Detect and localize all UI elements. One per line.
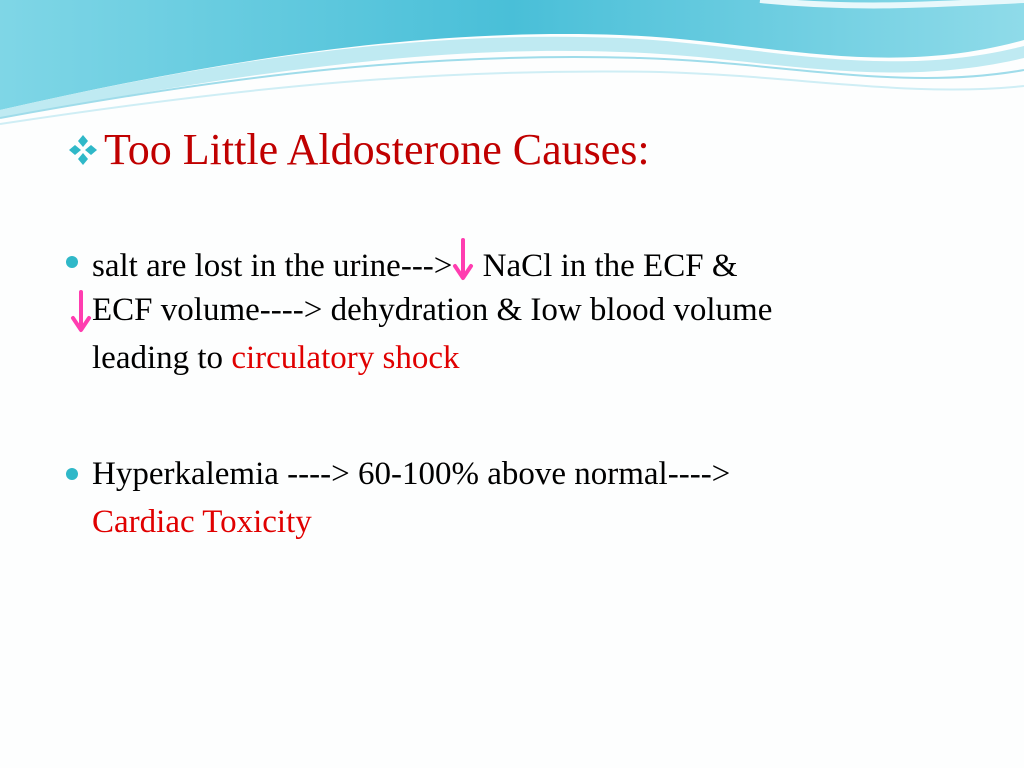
title-text: Too Little Aldosterone Causes: (104, 125, 650, 174)
bullet-line-1a: salt are lost in the urine---> (92, 248, 453, 284)
bullet-line-3 (92, 334, 772, 382)
bullet-line-1: Hyperkalemia ----> 60-100% above normal----> (92, 456, 731, 492)
bullet-text (92, 450, 730, 546)
circulatory-shock-text: circulatory shock (231, 340, 460, 376)
round-bullet-icon (66, 468, 78, 480)
down-arrow-icon (452, 238, 474, 282)
bullet-line-3a: leading to (92, 340, 232, 376)
bullet-line-1b: NaCl in the ECF & (474, 248, 738, 284)
down-arrow-icon (70, 290, 92, 334)
header-wave-decoration (0, 0, 1024, 130)
round-bullet-icon (66, 256, 78, 268)
diamond-quad-icon (66, 133, 100, 167)
cardiac-toxicity-text: Cardiac Toxicity (92, 504, 312, 540)
bullet-line-2-text: ECF volume----> dehydration & Iow blood volume (92, 292, 773, 328)
bullet-line-2 (92, 286, 772, 334)
bullet-text (92, 238, 772, 382)
bullet-line-1 (92, 238, 772, 286)
slide-title (66, 124, 650, 175)
